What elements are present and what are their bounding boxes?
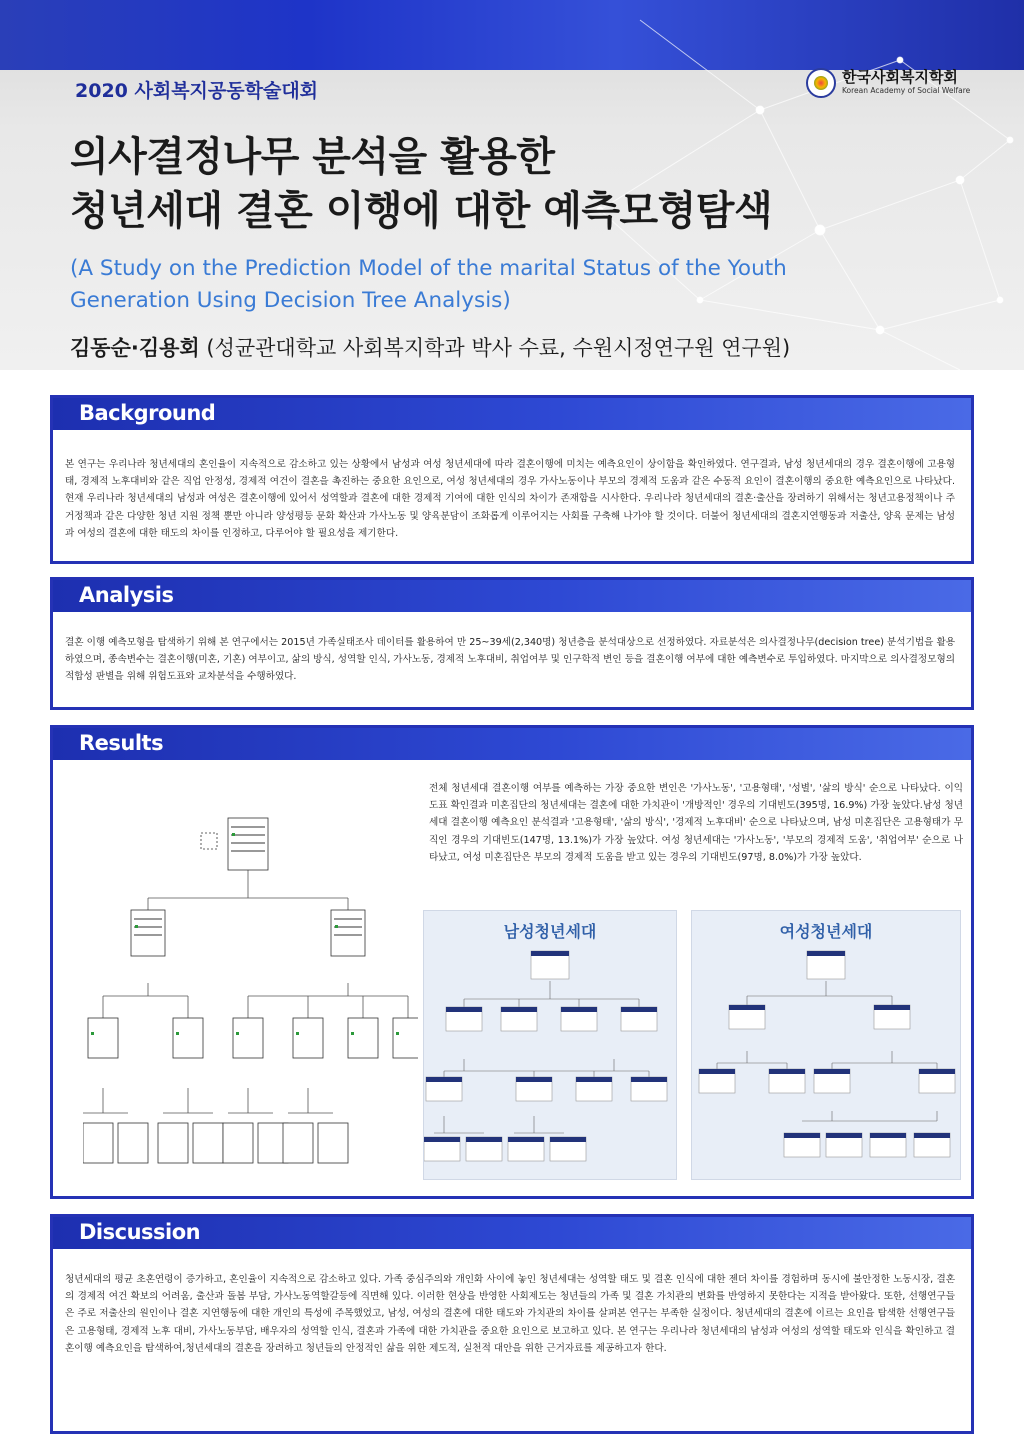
poster-header (0, 0, 1024, 370)
logo-english: Korean Academy of Social Welfare (842, 86, 971, 95)
logo-korean: 한국사회복지학회 (842, 68, 958, 86)
discussion-header-bar (53, 1217, 971, 1249)
analysis-header-bar (53, 580, 971, 612)
male-decision-tree (424, 911, 676, 1179)
authors (70, 332, 790, 362)
background-section (50, 395, 974, 564)
subtitle-line-2: Generation Using Decision Tree Analysis) (70, 288, 511, 313)
society-emblem-icon (806, 68, 836, 98)
female-panel-title: 여성청년세대 (779, 922, 873, 941)
male-panel-title: 남성청년세대 (503, 922, 597, 941)
background-header-bar (53, 398, 971, 430)
results-header-bar (53, 728, 971, 760)
background-text: 본 연구는 우리나라 청년세대의 혼인율이 지속적으로 감소하고 있는 상황에서 남성과 여성 청년세대에 따라 결혼이행에 미치는 예측요인이 상이함을 확인하였다. 연구결과, 남성 청년세대의 경우 결혼이행에 고용형태, 경제적 노후대비와 같은 직업 안정성, 경제적 여건이 결혼을 촉진하는 중요한 요인으로, 여성 청년세대의 경우 가사노동이나 부모의 경제적 도움과 같은 수동적 요인이 결혼이행의 중요한 예측요인으로 나타났다. 현재 우리나라 청년세대의 남성과 여성은 결혼이행에 있어서 성역할과 결혼에 대한 경제적 기여에 대한 인식의 차이가 존재함을 시사한다. 우리나라 청년세대의 결혼·출산을 장려하기 위해서는 청년고용정책이나 주거정책과 같은 다양한 청년 지원 정책 뿐만 아니라 양성평등 문화 확산과 가사노동 및 양육분담이 조화롭게 이루어지는 사회를 구축해 나가야 할 것이다. 더불어 청년세대의 결혼지연행동과 저출산, 양육 문제는 남성과 여성의 결혼에 대한 태도의 차이를 인정하고, 다루어야 할 필요성을 제기한다. (65, 459, 955, 539)
discussion-text: 청년세대의 평균 초혼연령이 증가하고, 혼인율이 지속적으로 감소하고 있다. 가족 중심주의와 개인화 사이에 놓인 청년세대는 성역할 태도 및 결혼 인식에 대한 젠더 차이를 경험하며 동시에 불안정한 노동시장, 결혼의 경제적 여건 확보의 어려움, 출산과 돌봄 부담, 가사노동역할갈등에 직면해 있다. 이러한 현상을 반영한 사회제도는 청년들의 가족 및 결혼 가치관의 변화를 반영하지 못한다는 지적을 받아왔다. 또한, 선행연구들은 주로 저출산의 원인이나 결혼 지연행동에 대한 개인의 특성에 주목했었고, 남성, 여성의 결혼에 대한 태도와 가치관의 차이를 살펴본 연구는 부족한 실정이다. 청년세대의 결혼에 이르는 요인을 탐색한 선행연구들은 고용형태, 경제적 노후 대비, 가사노동부담, 배우자의 성역할 인식, 결혼과 가족에 대한 가치관을 중요한 요인으로 보고하고 있다. 본 연구는 우리나라 청년세대의 남성과 여성의 성역할 태도와 인식을 확인하고 결혼이행 예측요인을 탐색하여,청년세대의 결혼을 장려하고 청년들의 안정적인 삶을 위한 제도적, 실천적 대안을 위한 근거자료를 제공하고자 한다. (65, 1274, 955, 1354)
results-heading: Results (79, 731, 164, 755)
discussion-section (50, 1214, 974, 1434)
society-logo (806, 66, 976, 102)
analysis-text: 결혼 이행 예측모형을 탐색하기 위해 본 연구에서는 2015년 가족실태조사 데이터를 활용하여 만 25~39세(2,340명) 청년층을 분석대상으로 선정하였다. 자료분석은 의사결정나무(decision tree) 분석기법을 활용하였으며, 종속변수는 결혼이행(미혼, 기혼) 여부이고, 삶의 방식, 성역할 인식, 가사노동, 경제적 노후대비, 취업여부 및 인구학적 변인 등을 결혼이행 여부에 대한 예측변수로 투입하였다. 마지막으로 의사결정모형의 적합성 판별을 위해 위험도표와 교차분석을 수행하였다. (65, 637, 955, 683)
female-decision-tree (692, 911, 960, 1179)
conference-title: 2020 사회복지공동학술대회 (75, 80, 319, 102)
subtitle-line-1: (A Study on the Prediction Model of the marital Status of the Youth (70, 256, 787, 281)
analysis-heading: Analysis (79, 583, 174, 607)
results-text: 전체 청년세대 결혼이행 여부를 예측하는 가장 중요한 변인은 '가사노동', '고용형태', '성별', '삶의 방식' 순으로 나타났다. 이익 도표 확인결과 미혼집단의 청년세대는 결혼에 대한 가치관이 '개방적인' 경우의 기대빈도(395명, 16.9%) 가장 높았다.남성 청년세대 결혼이행 예측요인 분석결과 '고용형태', '삶의 방식', '경제적 노후대비' 순으로 나타났으며, 남성 미혼집단은 고용형태가 무직인 경우의 기대빈도(147명, 13.1%)가 가장 높았다. 여성 청년세대는 '가사노동', '부모의 경제적 도움', '취업여부' 순으로 나타났고, 여성 미혼집단은 부모의 경제적 도움을 받고 있는 경우의 기대빈도(97명, 8.0%)가 가장 높았다. (429, 783, 963, 863)
discussion-heading: Discussion (79, 1220, 201, 1244)
results-section (50, 725, 974, 1199)
author-affiliation: (성균관대학교 사회복지학과 박사 수료, 수원시정연구원 연구원) (199, 336, 791, 360)
poster-title (70, 130, 772, 238)
english-subtitle (70, 253, 787, 317)
analysis-section (50, 577, 974, 710)
author-names: 김동순·김용회 (70, 336, 200, 360)
title-line-2: 청년세대 결혼 이행에 대한 예측모형탐색 (70, 188, 773, 234)
background-heading: Background (79, 401, 216, 425)
male-tree-panel (423, 910, 677, 1180)
female-tree-panel (691, 910, 961, 1180)
title-line-1: 의사결정나무 분석을 활용한 (70, 134, 555, 180)
overall-decision-tree (83, 798, 418, 1178)
